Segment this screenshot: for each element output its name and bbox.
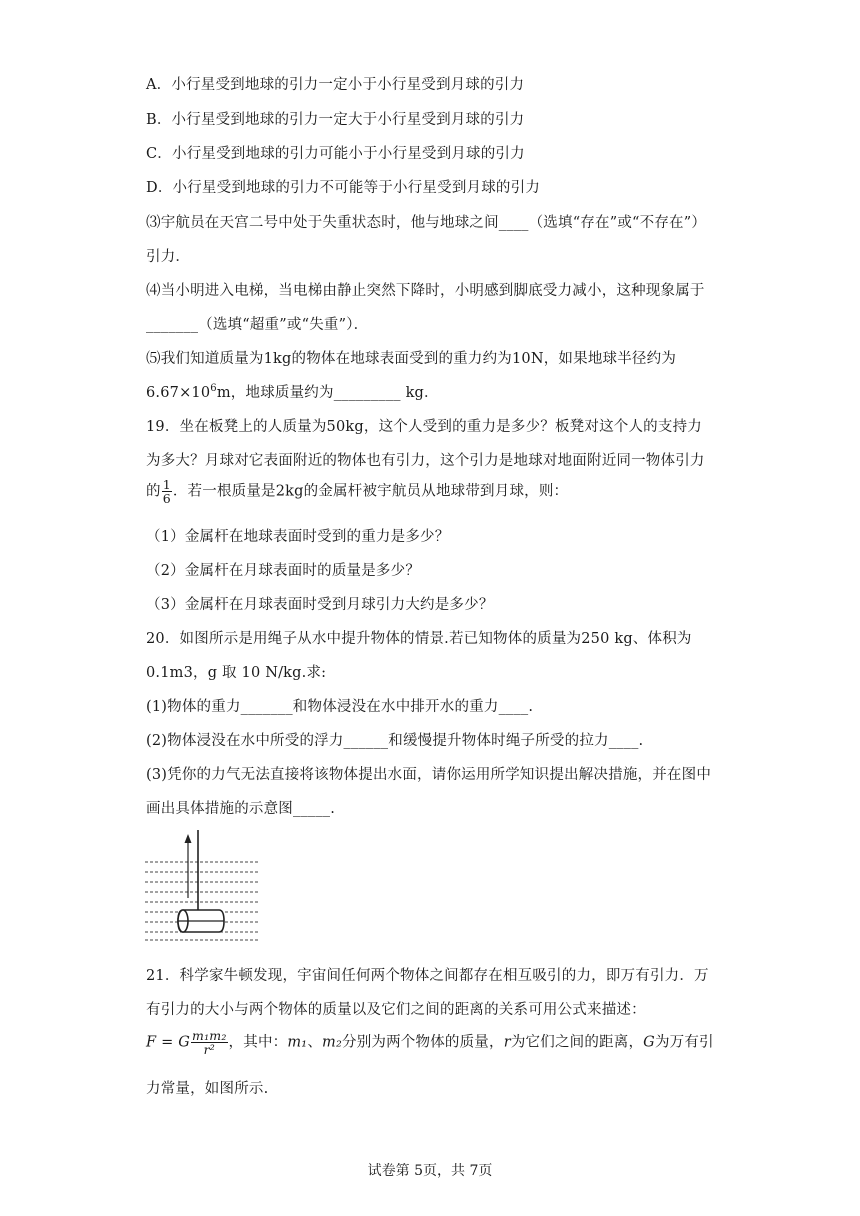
formula-numerator: m₁m₂ <box>192 1028 227 1043</box>
q20-line2: 0.1m3，g 取 10 N/kg.求: <box>146 665 327 681</box>
option-c: C．小行星受到地球的引力可能小于小行星受到月球的引力 <box>146 146 525 162</box>
q21-text-d: 为万有引 <box>654 1034 714 1051</box>
fraction-denominator: 6 <box>162 491 171 507</box>
q20-sub3-line1: (3)凭你的力气无法直接将该物体提出水面，请你运用所学知识提出解决措施，并在图中 <box>146 767 712 783</box>
q21-line3 <box>146 1029 714 1056</box>
symbol-m2: m₂ <box>322 1034 342 1051</box>
q19-line1: 19．坐在板凳上的人质量为50kg，这个人受到的重力是多少？板凳对这个人的支持力 <box>146 419 702 435</box>
q20-line1: 20．如图所示是用绳子从水中提升物体的情景.若已知物体的质量为250 kg、体积为 <box>146 631 692 647</box>
symbol-g: G <box>643 1034 655 1051</box>
q20-sub2: (2)物体浸没在水中所受的浮力______和缓慢提升物体时绳子所受的拉力____. <box>146 733 644 749</box>
q19-sub1: （1）金属杆在地球表面时受到的重力是多少？ <box>146 529 450 545</box>
formula-denominator: r² <box>203 1042 215 1058</box>
q20-sub3-line2: 画出具体措施的示意图_____. <box>146 801 336 817</box>
fraction-numerator: 1 <box>162 477 171 492</box>
q21-text-c: 为它们之间的距离， <box>510 1034 644 1051</box>
radius-value: 6.67×10 <box>146 385 211 401</box>
page-footer: 试卷第 5页，共 7页 <box>367 1163 493 1179</box>
q21-line1: 21．科学家牛顿发现，宇宙间任何两个物体之间都存在相互吸引的力，即万有引力．万 <box>146 968 709 984</box>
q18-part5-line2 <box>146 381 439 402</box>
earth-mass-blank: m，地球质量约为_________ kg． <box>216 385 439 401</box>
rope-lifting-figure <box>143 830 263 948</box>
q21-line2: 有引力的大小与两个物体的质量以及它们之间的距离的关系可用公式来描述： <box>146 1002 646 1018</box>
option-a: A．小行星受到地球的引力一定小于小行星受到月球的引力 <box>146 77 525 93</box>
q18-part4-line1: ⑷当小明进入电梯，当电梯由静止突然下降时，小明感到脚底受力减小，这种现象属于 <box>146 283 705 299</box>
q19-sub3: （3）金属杆在月球表面时受到月球引力大约是多少？ <box>146 597 494 613</box>
symbol-r: r <box>503 1034 511 1051</box>
q19-sub2: （2）金属杆在月球表面时的质量是多少？ <box>146 563 421 579</box>
radius-exponent: 6 <box>210 383 217 395</box>
q19-line3-prefix: 的 <box>146 483 161 500</box>
q21-text-b: 分别为两个物体的质量， <box>342 1034 504 1051</box>
q21-text-a: ，其中： <box>228 1034 288 1051</box>
q21-line4: 力常量，如图所示. <box>146 1081 269 1097</box>
q20-sub1: (1)物体的重力_______和物体浸没在水中排开水的重力____. <box>146 699 534 715</box>
option-b: B．小行星受到地球的引力一定大于小行星受到月球的引力 <box>146 112 525 128</box>
q18-part4-line2: _______（选填“超重”或“失重”）． <box>146 317 369 333</box>
q18-part5-line1: ⑸我们知道质量为1kg的物体在地球表面受到的重力约为10N，如果地球半径约为 <box>146 351 677 367</box>
q19-line3-suffix: ．若一根质量是2kg的金属杆被宇航员从地球带到月球，则： <box>172 483 569 500</box>
one-sixth-fraction <box>162 478 172 505</box>
q21-separator: 、 <box>307 1034 323 1051</box>
q18-part3-line2: 引力． <box>146 249 191 265</box>
option-d: D．小行星受到地球的引力不可能等于小行星受到月球的引力 <box>146 180 541 196</box>
gravitation-fraction <box>191 1029 228 1056</box>
q19-line3 <box>146 478 568 505</box>
q19-line2: 为多大？月球对它表面附近的物体也有引力，这个引力是地球对地面附近同一物体引力 <box>146 453 705 469</box>
symbol-m1: m₁ <box>287 1034 308 1051</box>
formula-lhs: F = G <box>146 1034 191 1051</box>
q18-part3-line1: ⑶宇航员在天宫二号中处于失重状态时，他与地球之间____（选填“存在”或“不存在”） <box>146 215 707 231</box>
